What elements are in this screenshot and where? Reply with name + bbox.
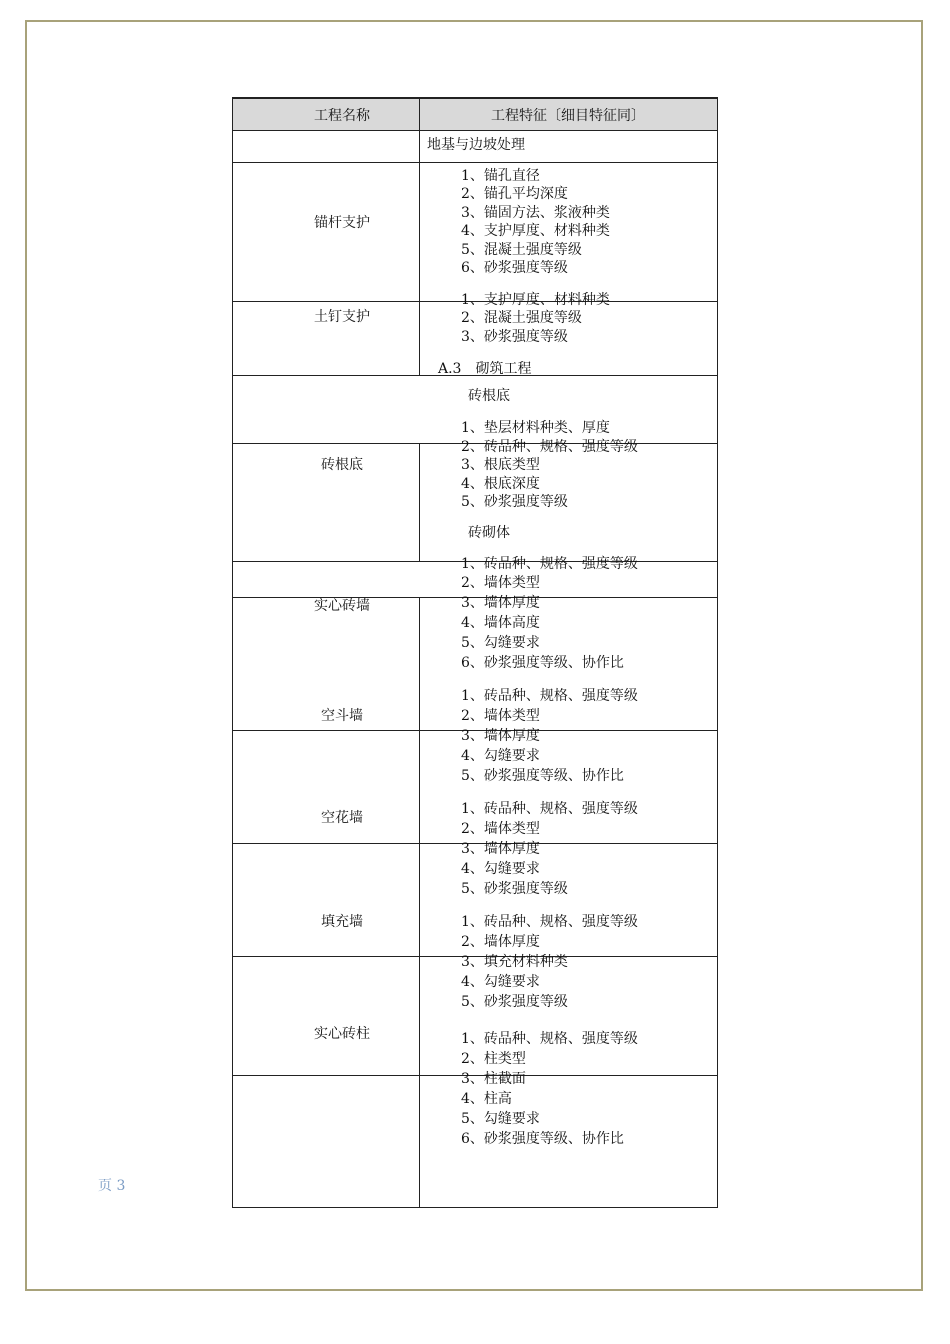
feature-item: 2、墙体厚度 (461, 934, 540, 950)
rule-col (419, 97, 420, 163)
feature-item: 3、墙体厚度 (461, 841, 540, 857)
feature-item: 4、墙体高度 (461, 615, 540, 631)
feature-item: 5、混凝土强度等级 (461, 242, 582, 258)
feature-item: 1、砖品种、规格、强度等级 (461, 1031, 638, 1047)
feature-item: 4、勾缝要求 (461, 748, 540, 764)
section-foundation: 地基与边坡处理 (427, 137, 525, 153)
feature-item: 1、锚孔直径 (461, 168, 540, 184)
feature-item: 5、勾缝要求 (461, 635, 540, 651)
feature-item: 2、墙体类型 (461, 821, 540, 837)
feature-item: 5、砂浆强度等级 (461, 881, 568, 897)
feature-item: 3、锚固方法、浆液种类 (461, 205, 610, 221)
feature-item: 5、勾缝要求 (461, 1111, 540, 1127)
feature-item: 1、垫层材料种类、厚度 (461, 420, 610, 436)
feature-item: 3、填充材料种类 (461, 954, 568, 970)
feature-item: 1、砖品种、规格、强度等级 (461, 801, 638, 817)
row-name-anchor: 锚杆支护 (314, 215, 370, 231)
feature-item: 1、砖品种、规格、强度等级 (461, 556, 638, 572)
row-name-infill-wall: 填充墙 (321, 914, 363, 930)
rule-col (419, 162, 420, 376)
rule-bottom (232, 1207, 718, 1208)
section-masonry: A.3 砌筑工程 (438, 361, 532, 377)
page-number: 页 3 (98, 1178, 126, 1194)
feature-item: 2、墙体类型 (461, 708, 540, 724)
feature-item: 3、根底类型 (461, 457, 540, 473)
row-name-lattice-wall: 空花墙 (321, 810, 363, 826)
feature-item: 2、混凝土强度等级 (461, 310, 582, 326)
feature-item: 1、砖品种、规格、强度等级 (461, 688, 638, 704)
header-project-features: 工程特征〔细目特征同〕 (491, 108, 645, 124)
group-brick-body: 砖砌体 (468, 525, 510, 541)
feature-item: 1、砖品种、规格、强度等级 (461, 914, 638, 930)
feature-item: 2、柱类型 (461, 1051, 526, 1067)
row-name-solid-wall: 实心砖墙 (314, 598, 370, 614)
feature-item: 4、勾缝要求 (461, 974, 540, 990)
feature-item: 3、墙体厚度 (461, 595, 540, 611)
feature-item: 3、砂浆强度等级 (461, 329, 568, 345)
row-name-hollow-wall: 空斗墙 (321, 708, 363, 724)
row-name-brick-base: 砖根底 (321, 457, 363, 473)
row-name-soil-nail: 土钉支护 (314, 309, 370, 325)
feature-item: 6、砂浆强度等级、协作比 (461, 1131, 624, 1147)
feature-item: 6、砂浆强度等级、协作比 (461, 655, 624, 671)
feature-item: 1、支护厚度、材料种类 (461, 292, 610, 308)
feature-item: 5、砂浆强度等级、协作比 (461, 768, 624, 784)
feature-item: 2、墙体类型 (461, 575, 540, 591)
feature-item: 4、勾缝要求 (461, 861, 540, 877)
rule (232, 130, 718, 131)
rule-left (232, 97, 233, 1208)
rule-right (717, 97, 718, 1208)
rule-col (419, 443, 420, 562)
group-brick-base: 砖根底 (468, 388, 510, 404)
feature-item: 5、砂浆强度等级 (461, 994, 568, 1010)
feature-item: 5、砂浆强度等级 (461, 494, 568, 510)
header-project-name: 工程名称 (314, 108, 370, 124)
feature-item: 6、砂浆强度等级 (461, 260, 568, 276)
feature-item: 3、柱截面 (461, 1071, 526, 1087)
rule (232, 162, 718, 163)
feature-item: 4、支护厚度、材料种类 (461, 223, 610, 239)
row-name-solid-column: 实心砖柱 (314, 1026, 370, 1042)
feature-item: 4、柱高 (461, 1091, 512, 1107)
feature-item: 2、砖品种、规格、强度等级 (461, 439, 638, 455)
feature-item: 3、墙体厚度 (461, 728, 540, 744)
feature-item: 4、根底深度 (461, 476, 540, 492)
rule-top (232, 97, 718, 99)
feature-item: 2、锚孔平均深度 (461, 186, 568, 202)
rule-col (419, 597, 420, 1208)
